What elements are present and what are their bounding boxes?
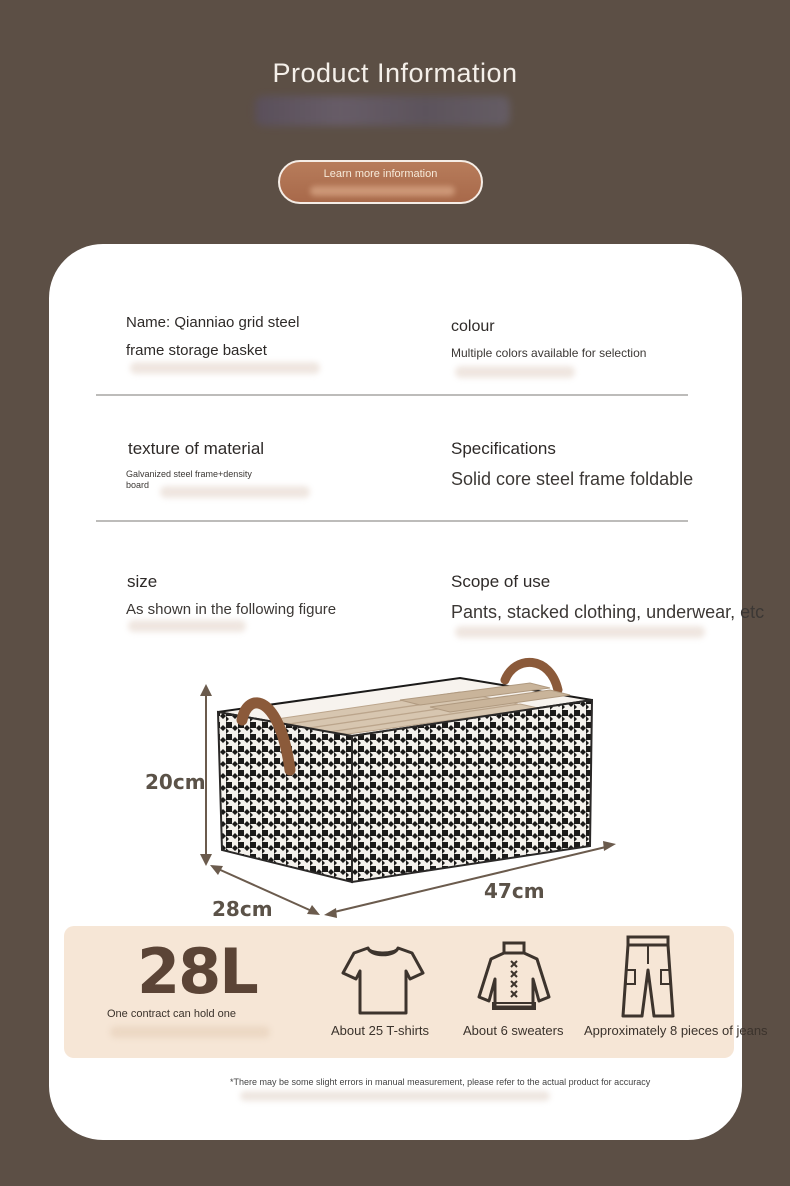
page-title: Product Information (272, 58, 518, 88)
item-label-jeans: Approximately 8 pieces of jeans (584, 1023, 768, 1038)
divider (96, 394, 688, 396)
colour-label: colour (451, 318, 495, 335)
capacity-value: 28L (137, 935, 257, 1008)
colour-value: Multiple colors available for selection (451, 346, 647, 360)
button-blur (310, 186, 455, 196)
title-subtitle-blur (255, 96, 510, 126)
jeans-icon (618, 934, 678, 1020)
measurement-footnote: *There may be some slight errors in manual measurement, please refer to the actual product for accuracy (230, 1077, 651, 1087)
colour-blur (455, 366, 575, 378)
capacity-blur (110, 1026, 270, 1038)
footnote-blur (240, 1091, 550, 1101)
learn-more-label: Learn more information (323, 168, 438, 180)
scope-blur (455, 626, 705, 638)
size-blur (128, 620, 246, 632)
divider (96, 520, 688, 522)
sweater-icon (475, 941, 553, 1017)
scope-value: Pants, stacked clothing, underwear, etc (451, 602, 765, 622)
learn-more-button[interactable] (278, 160, 483, 204)
width-dimension: 47cm (484, 879, 545, 903)
specifications-value: Solid core steel frame foldable (451, 469, 694, 489)
capacity-subtitle: One contract can hold one (107, 1008, 237, 1020)
storage-basket-illustration (130, 650, 650, 930)
material-line2: board (126, 480, 150, 490)
material-line1: Galvanized steel frame+density (126, 469, 252, 479)
size-value: As shown in the following figure (126, 601, 337, 618)
material-label: texture of material (128, 439, 265, 458)
size-label: size (127, 572, 158, 591)
name-line2: frame storage basket (126, 342, 267, 359)
name-blur (130, 362, 320, 374)
tshirt-icon (340, 943, 426, 1019)
depth-dimension: 28cm (212, 897, 273, 921)
item-label-tshirts: About 25 T-shirts (331, 1023, 430, 1038)
item-label-sweaters: About 6 sweaters (463, 1023, 564, 1038)
scope-label: Scope of use (451, 572, 551, 591)
name-line1: Name: Qianniao grid steel (126, 314, 300, 331)
material-blur (160, 486, 310, 498)
height-dimension: 20cm (145, 770, 206, 794)
specifications-label: Specifications (451, 439, 556, 458)
